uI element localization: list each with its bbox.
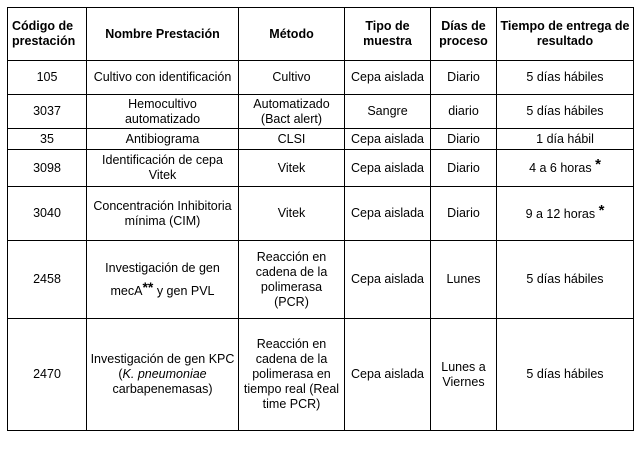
name-line: carbapenemasas) [112, 382, 213, 396]
name-line: Investigación de gen KPC [90, 352, 235, 366]
cell-name [87, 319, 239, 431]
cell-name: Hemocultivo automatizado [87, 95, 239, 129]
cell-method: Vitek [239, 150, 345, 187]
header-code: Código de prestación [8, 8, 87, 61]
cell-method: Vitek [239, 187, 345, 241]
header-sample: Tipo de muestra [345, 8, 431, 61]
cell-method: Cultivo [239, 61, 345, 95]
cell-sample: Cepa aislada [345, 319, 431, 431]
services-table [7, 7, 634, 431]
header-days: Días de proceso [431, 8, 497, 61]
gene-name: mecA [110, 284, 143, 298]
header-name: Nombre Prestación [87, 8, 239, 61]
table-row [8, 150, 634, 187]
cell-code: 2470 [8, 319, 87, 431]
cell-method: Automatizado (Bact alert) [239, 95, 345, 129]
cell-code: 105 [8, 61, 87, 95]
cell-time [497, 187, 634, 241]
cell-days: Lunes [431, 241, 497, 319]
cell-days: Diario [431, 187, 497, 241]
footnote-mark: ** [142, 279, 154, 295]
table-row [8, 129, 634, 150]
table-row [8, 95, 634, 129]
cell-days: Diario [431, 129, 497, 150]
cell-days: Diario [431, 150, 497, 187]
cell-time: 5 días hábiles [497, 61, 634, 95]
footnote-mark: * [598, 201, 605, 219]
cell-time: 5 días hábiles [497, 241, 634, 319]
table-row [8, 61, 634, 95]
table-row [8, 187, 634, 241]
time-text: 9 a 12 horas [525, 206, 596, 221]
cell-method: Reacción en cadena de la polimerasa (PCR) [239, 241, 345, 319]
table-row [8, 319, 634, 431]
cell-name: Concentración Inhibitoria mínima (CIM) [87, 187, 239, 241]
name-line: y gen PVL [153, 284, 215, 298]
cell-sample: Cepa aislada [345, 241, 431, 319]
cell-sample: Cepa aislada [345, 129, 431, 150]
footnote-mark: * [595, 156, 601, 173]
cell-sample: Cepa aislada [345, 150, 431, 187]
cell-days: Lunes a Viernes [431, 319, 497, 431]
cell-time: 5 días hábiles [497, 95, 634, 129]
cell-method: CLSI [239, 129, 345, 150]
cell-code: 3040 [8, 187, 87, 241]
cell-sample: Cepa aislada [345, 61, 431, 95]
cell-name: Antibiograma [87, 129, 239, 150]
species-name: K. pneumoniae [122, 367, 207, 381]
cell-name: Identificación de cepa Vitek [87, 150, 239, 187]
cell-days: diario [431, 95, 497, 129]
cell-time: 1 día hábil [497, 129, 634, 150]
time-text: 4 a 6 horas [529, 161, 592, 175]
cell-name: Cultivo con identificación [87, 61, 239, 95]
header-method: Método [239, 8, 345, 61]
cell-code: 2458 [8, 241, 87, 319]
cell-code: 3037 [8, 95, 87, 129]
cell-time [497, 150, 634, 187]
cell-name [87, 241, 239, 319]
cell-days: Diario [431, 61, 497, 95]
table-row [8, 241, 634, 319]
name-paren: ( [118, 367, 123, 381]
cell-code: 35 [8, 129, 87, 150]
header-time: Tiempo de entrega de resultado [497, 8, 634, 61]
cell-time: 5 días hábiles [497, 319, 634, 431]
cell-sample: Sangre [345, 95, 431, 129]
name-line: Investigación de gen [105, 261, 220, 275]
cell-sample: Cepa aislada [345, 187, 431, 241]
cell-code: 3098 [8, 150, 87, 187]
header-row [8, 8, 634, 61]
cell-method: Reacción en cadena de la polimerasa en tiempo real (Real time PCR) [239, 319, 345, 431]
